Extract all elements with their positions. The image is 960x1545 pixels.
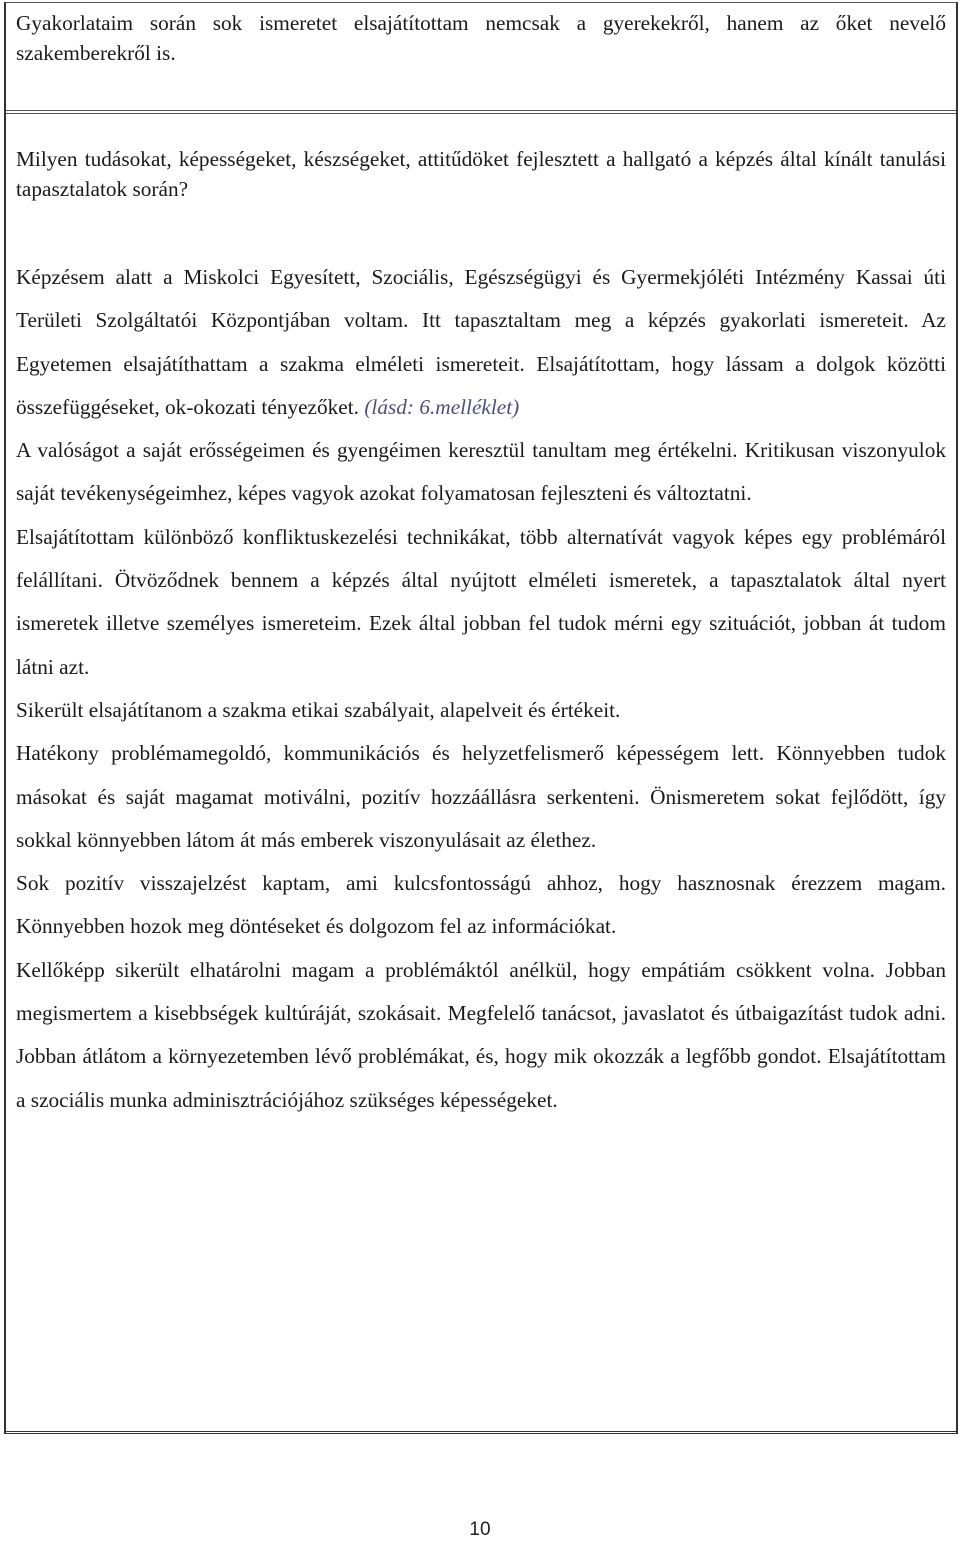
answer-paragraph-7: Kellőképp sikerült elhatárolni magam a problémáktól anélkül, hogy empátiám csökkent volna. Jobban megismertem a kisebbségek kultúráját, szokásait. Megfelelő tanácsot, javaslatot és útbaigazítást tudok adni. Jobban átlátom a környezetemben lévő problémákat, és, hogy mik okozzák a legfőbb gondot. Elsajátítottam a szociális munka adminisztrációjához szükséges képességeket. bbox=[16, 957, 946, 1112]
answer-paragraph-1 bbox=[16, 256, 946, 429]
reflection-paragraph: Gyakorlataim során sok ismeretet elsajátítottam nemcsak a gyerekekről, hanem az őket nevelő szakemberekről is. bbox=[16, 11, 946, 65]
answer-paragraph-6: Sok pozitív visszajelzést kaptam, ami kulcsfontosságú ahhoz, hogy hasznosnak érezzem magam. Könnyebben hozok meg döntéseket és dolgozom fel az információkat. bbox=[16, 871, 946, 939]
page-number: 10 bbox=[469, 1519, 491, 1540]
reflection-cell bbox=[6, 3, 956, 111]
answer-paragraph-4: Sikerült elsajátítanom a szakma etikai szabályait, alapelveit és értékeit. bbox=[16, 697, 621, 722]
appendix-reference: (lásd: 6.melléklet) bbox=[364, 394, 520, 419]
question-text: Milyen tudásokat, képességeket, készségeket, attitűdöket fejlesztett a hallgató a képzés által kínált tanulási tapasztalatok során? bbox=[16, 147, 946, 201]
answer-paragraph-5: Hatékony problémamegoldó, kommunikációs és helyzetfelismerő képességem lett. Könnyebben tudok másokat és saját magamat motiválni, pozitív hozzáállásra serkenteni. Önismeretem sokat fejlődött, így sokkal könnyebben látom át más emberek viszonyulásait az élethez. bbox=[16, 741, 946, 852]
answer-body bbox=[16, 256, 946, 1122]
answer-paragraph-3: Elsajátítottam különböző konfliktuskezelési technikákat, több alternatívát vagyok képes egy problémáról felállítani. Ötvöződnek bennem a képzés által nyújtott elméleti ismeretek, a tapasztalatok által nyert ismeretek illetve személyes ismereteim. Ezek által jobban fel tudok mérni egy szituációt, jobban át tudom látni azt. bbox=[16, 524, 946, 679]
answer-paragraph-2: A valóságot a saját erősségeimen és gyengéimen keresztül tanultam meg értékelni. Kritikusan viszonyulok saját tevékenységeimhez, képes vagyok azokat folyamatosan fejleszteni és változtatni. bbox=[16, 438, 946, 506]
answer-cell bbox=[6, 144, 956, 1434]
form-table bbox=[4, 2, 958, 1434]
answer-paragraph-1-text: Képzésem alatt a Miskolci Egyesített, Szociális, Egészségügyi és Gyermekjóléti Intézmény Kassai úti Területi Szolgáltatói Központjában voltam. Itt tapasztaltam meg a képzés gyakorlati ismereteit. Az Egyetemen elsajátíthattam a szakma elméleti ismereteit. Elsajátítottam, hogy lássam a dolgok közötti összefüggéseket, ok-okozati tényezőket. bbox=[16, 265, 946, 419]
